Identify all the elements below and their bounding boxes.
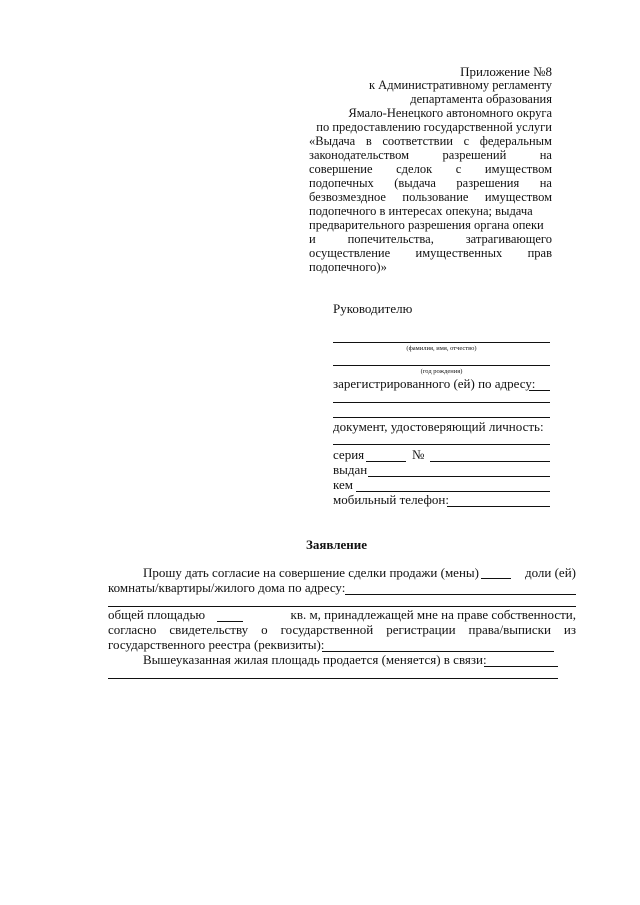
appendix-title: Приложение №8 — [460, 64, 552, 79]
statement-text: согласно свидетельству о государственной регистрации права/выписки из — [108, 622, 576, 637]
series-label: серия — [333, 447, 365, 462]
address-field-line-2[interactable] — [333, 402, 550, 403]
service-line: и попечительства, затрагивающего — [309, 232, 552, 246]
series-field[interactable] — [366, 461, 406, 462]
service-line: предварительного разрешения органа опеки — [309, 218, 544, 232]
service-line: законодательством разрешений на — [309, 148, 552, 162]
number-field[interactable] — [430, 461, 550, 462]
address-field-line-3[interactable] — [333, 417, 550, 418]
fio-field[interactable] — [333, 342, 550, 343]
property-address-field[interactable] — [345, 594, 576, 595]
document-label: документ, удостоверяющий личность: — [333, 419, 544, 434]
address-field[interactable] — [529, 390, 550, 391]
statement-text: Вышеуказанная жилая площадь продается (меняется) в связи: — [143, 652, 487, 667]
statement-text: общей площадью — [108, 607, 206, 622]
fio-caption: (фамилия, имя, отчество) — [406, 345, 477, 352]
mobile-phone-field[interactable] — [447, 506, 550, 507]
mobile-phone-label: мобильный телефон: — [333, 492, 449, 507]
service-line: осуществление имущественных прав — [309, 246, 552, 260]
birth-year-field[interactable] — [333, 365, 550, 366]
service-line: подопечных (выдача разрешения на — [309, 176, 552, 190]
service-line: совершение сделок с имуществом — [309, 162, 552, 176]
statement-title: Заявление — [306, 537, 368, 552]
service-line: подопечного в интересах опекуна; выдача — [309, 204, 533, 218]
service-line: безвозмездное пользование имуществом — [309, 190, 552, 204]
statement-text: государственного реестра (реквизиты): — [108, 637, 325, 652]
reason-field[interactable] — [484, 666, 558, 667]
regulation-line: департамента образования — [410, 92, 552, 106]
reason-field-line-2[interactable] — [108, 678, 558, 679]
addressee-label: Руководителю — [333, 301, 413, 316]
issued-date-label: выдан — [333, 462, 368, 477]
regulation-line: Ямало-Ненецкого автономного округа — [348, 106, 552, 120]
statement-text: доли (ей) — [524, 565, 576, 580]
birth-year-caption: (год рождения) — [420, 368, 463, 375]
issued-by-label: кем — [333, 477, 353, 492]
regulation-line: по предоставлению государственной услуги — [316, 120, 552, 134]
registered-address-label: зарегистрированного (ей) по адресу: — [333, 376, 536, 391]
service-line: «Выдача в соответствии с федеральным — [309, 134, 552, 148]
statement-text: кв. м, принадлежащей мне на праве собственности, — [290, 607, 576, 622]
service-line: подопечного)» — [309, 260, 387, 274]
statement-text: Прошу дать согласие на совершение сделки продажи (мены) — [143, 565, 479, 580]
regulation-line: к Административному регламенту — [368, 78, 552, 92]
document-field[interactable] — [333, 444, 550, 445]
statement-text: комнаты/квартиры/жилого дома по адресу: — [108, 580, 346, 595]
number-label: № — [412, 447, 425, 462]
issued-date-field[interactable] — [368, 476, 550, 477]
